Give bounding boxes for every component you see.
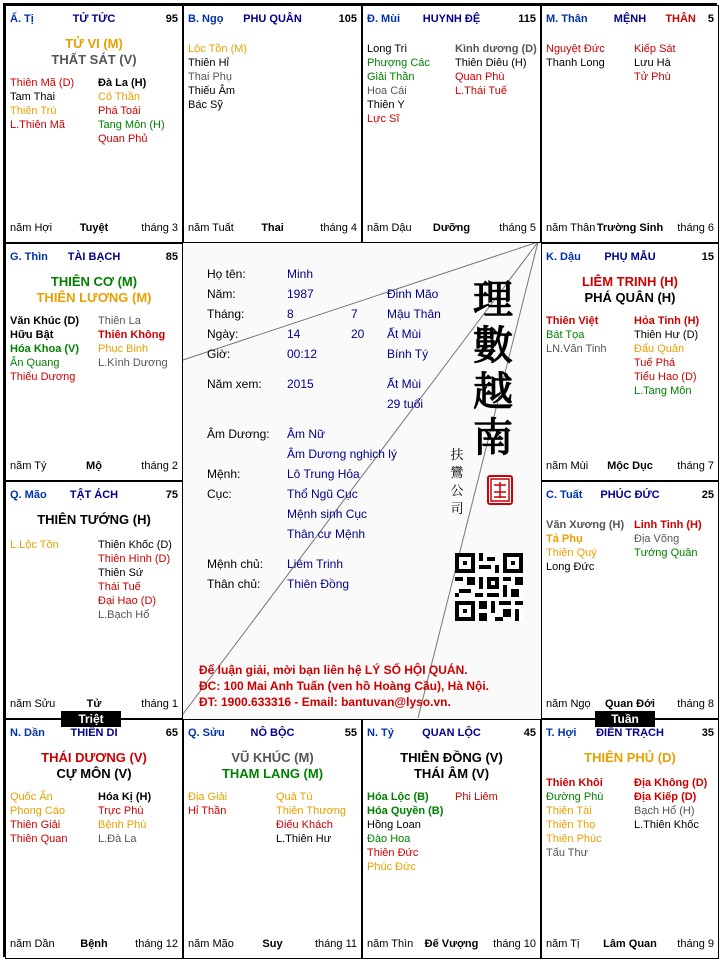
minor-stars-left bbox=[10, 790, 67, 846]
main-star: THIÊN TƯỚNG (H) bbox=[37, 512, 151, 527]
palace-footer bbox=[367, 222, 536, 236]
stamp-glyph-icon bbox=[489, 477, 511, 503]
minor-star: Hóa Kị (H) bbox=[98, 791, 152, 803]
palace-tuat bbox=[541, 481, 719, 719]
palace-month: tháng 6 bbox=[677, 222, 714, 234]
minor-stars-left bbox=[546, 42, 605, 70]
minor-stars-right bbox=[98, 790, 151, 846]
palace-name: TÀI BẠCH bbox=[67, 251, 121, 263]
palace-stage: Dưỡng bbox=[432, 222, 471, 234]
body-palace-tag: THÂN bbox=[665, 13, 696, 25]
minor-star: Phục Binh bbox=[98, 343, 149, 355]
main-star: PHÁ QUÂN (H) bbox=[584, 290, 676, 305]
main-stars bbox=[6, 512, 182, 528]
minor-stars-left bbox=[10, 538, 59, 552]
minor-star: Thiên Sứ bbox=[98, 567, 144, 579]
minor-star: Quan Phù bbox=[455, 71, 505, 83]
palace-age: 85 bbox=[165, 251, 178, 263]
hour-label: Giờ: bbox=[207, 347, 231, 361]
minor-star: L.Đà La bbox=[98, 833, 137, 845]
minor-star: Đại Hao (D) bbox=[98, 595, 157, 607]
small-seal-char-1: 扶 bbox=[450, 448, 464, 463]
hour-canchi: Bính Tý bbox=[387, 347, 429, 361]
palace-year: năm Thìn bbox=[367, 938, 414, 950]
palace-footer bbox=[188, 222, 357, 236]
main-stars bbox=[6, 274, 182, 306]
minor-star: Thiên Quý bbox=[546, 547, 597, 559]
palace-age: 15 bbox=[701, 251, 714, 263]
seal-char-3: 越 bbox=[473, 368, 513, 415]
minor-stars-right bbox=[276, 790, 346, 846]
palace-month: tháng 4 bbox=[320, 222, 357, 234]
minor-star: L.Tang Môn bbox=[634, 385, 692, 397]
palace-age: 65 bbox=[165, 727, 178, 739]
palace-header bbox=[367, 727, 536, 741]
amduong-note: Âm Dương nghịch lý bbox=[287, 447, 397, 461]
palace-thin bbox=[5, 243, 183, 481]
main-star: THIÊN CƠ (M) bbox=[50, 274, 138, 289]
minor-star: Hồng Loan bbox=[367, 819, 421, 831]
palace-month: tháng 11 bbox=[314, 938, 357, 950]
cuc-label: Cục: bbox=[207, 487, 232, 501]
contact-line-2: ĐC: 100 Mai Anh Tuấn (ven hồ Hoàng Cầu), Hà Nội. bbox=[199, 679, 490, 693]
minor-stars-left bbox=[546, 518, 624, 574]
minor-stars-left bbox=[10, 76, 74, 132]
palace-ti bbox=[5, 5, 183, 243]
minor-star: Văn Xương (H) bbox=[546, 519, 625, 531]
palace-month: tháng 3 bbox=[141, 222, 178, 234]
palace-branch: T. Hợi bbox=[546, 727, 577, 739]
minor-stars-left bbox=[367, 42, 430, 126]
palace-header bbox=[10, 251, 178, 265]
minor-stars-right bbox=[98, 314, 168, 370]
month-lunar: 7 bbox=[351, 307, 358, 321]
minor-star: Địa Võng bbox=[634, 533, 680, 545]
minor-star: Thiên Hỉ bbox=[188, 57, 229, 69]
minor-star: Phúc Đức bbox=[367, 861, 416, 873]
contact-line-1: Để luận giải, mời bạn liên hệ LÝ SỐ HỘI QUÁN. bbox=[199, 663, 468, 677]
minor-star: Lộc Tồn (M) bbox=[188, 43, 248, 55]
minor-star: L.Thiên Hư bbox=[276, 833, 332, 845]
seal-char-4: 南 bbox=[473, 414, 513, 461]
minor-stars-right bbox=[634, 42, 676, 84]
horoscope-chart bbox=[3, 3, 717, 957]
minor-star: Địa Giải bbox=[188, 791, 228, 803]
palace-header bbox=[546, 251, 714, 265]
minor-star: Thiên Phúc bbox=[546, 833, 602, 845]
triet-badge: Triệt bbox=[61, 711, 121, 727]
palace-year: năm Sửu bbox=[10, 698, 56, 710]
palace-footer bbox=[10, 460, 178, 474]
center-info bbox=[183, 243, 541, 719]
minor-star: Bệnh Phù bbox=[98, 819, 147, 831]
palace-header bbox=[188, 13, 357, 27]
minor-star: Lưu Hà bbox=[634, 57, 671, 69]
minor-star: Bạch Hổ (H) bbox=[634, 805, 695, 817]
palace-mui bbox=[362, 5, 541, 243]
month-label: Tháng: bbox=[207, 307, 245, 321]
palace-footer bbox=[10, 938, 178, 952]
minor-stars-right bbox=[634, 518, 702, 560]
palace-ngo bbox=[183, 5, 362, 243]
palace-year: năm Dần bbox=[10, 938, 55, 950]
palace-footer bbox=[10, 698, 178, 712]
year-canchi: Đinh Mão bbox=[387, 287, 439, 301]
minor-star: Nguyệt Đức bbox=[546, 43, 605, 55]
palace-stage: Tuyệt bbox=[79, 222, 109, 234]
month-solar: 8 bbox=[287, 307, 294, 321]
palace-stage: Trường Sinh bbox=[596, 222, 664, 234]
minor-star: Long Trì bbox=[367, 43, 408, 55]
minor-star: Linh Tinh (H) bbox=[634, 519, 702, 531]
palace-age: 75 bbox=[165, 489, 178, 501]
minor-star: Phi Liêm bbox=[455, 791, 498, 803]
palace-month: tháng 7 bbox=[677, 460, 714, 472]
minor-star: Hữu Bật bbox=[10, 329, 54, 341]
palace-stage: Đế Vượng bbox=[424, 938, 479, 950]
main-stars bbox=[6, 36, 182, 68]
minor-star: Phá Toái bbox=[98, 105, 141, 117]
palace-footer bbox=[10, 222, 178, 236]
palace-month: tháng 2 bbox=[141, 460, 178, 472]
palace-branch: B. Ngọ bbox=[188, 13, 224, 25]
palace-footer bbox=[367, 938, 536, 952]
palace-branch: Q. Mão bbox=[10, 489, 47, 501]
minor-star: Thiên Trù bbox=[10, 105, 57, 117]
minor-star: Thanh Long bbox=[546, 57, 605, 69]
minor-star: Tang Môn (H) bbox=[98, 119, 165, 131]
minor-star: Tam Thai bbox=[10, 91, 56, 103]
palace-header bbox=[546, 489, 714, 503]
minor-star: Văn Khúc (D) bbox=[10, 315, 80, 327]
qr-code-icon[interactable] bbox=[455, 553, 523, 621]
minor-star: Hóa Lộc (B) bbox=[367, 791, 429, 803]
minor-star: L.Kình Dương bbox=[98, 357, 168, 369]
main-stars bbox=[6, 750, 182, 782]
day-label: Ngày: bbox=[207, 327, 239, 341]
main-star: TỬ VI (M) bbox=[65, 36, 123, 51]
minor-star: Thiên Giải bbox=[10, 819, 61, 831]
palace-name: PHỤ MẪU bbox=[604, 251, 656, 263]
minor-star: Thiên Đức bbox=[367, 847, 419, 859]
name-label: Họ tên: bbox=[207, 267, 246, 281]
minor-star: Thiên Hư (D) bbox=[634, 329, 699, 341]
minor-star: L.Lộc Tồn bbox=[10, 539, 59, 551]
minor-star: Hóa Quyền (B) bbox=[367, 805, 444, 817]
day-lunar: 20 bbox=[351, 327, 365, 341]
minor-star: Quả Tú bbox=[276, 791, 313, 803]
minor-star: Cô Thần bbox=[98, 91, 140, 103]
minor-star: Thiên La bbox=[98, 315, 141, 327]
viewyear-age: 29 tuổi bbox=[387, 397, 424, 411]
minor-star: LN.Văn Tinh bbox=[546, 343, 607, 355]
minor-star: L.Bạch Hổ bbox=[98, 609, 150, 621]
palace-stage: Mộc Dục bbox=[607, 460, 653, 472]
hour-value: 00:12 bbox=[287, 347, 318, 361]
minor-star: Thiên Tài bbox=[546, 805, 592, 817]
minor-stars-right bbox=[634, 314, 699, 398]
minor-stars-left bbox=[188, 790, 227, 818]
minor-star: Thiên Hình (D) bbox=[98, 553, 171, 565]
minor-star: Hỏa Tinh (H) bbox=[634, 315, 700, 327]
main-stars bbox=[363, 750, 540, 782]
palace-month: tháng 12 bbox=[135, 938, 178, 950]
minor-star: Thiên Thọ bbox=[546, 819, 596, 831]
palace-year: năm Mão bbox=[188, 938, 234, 950]
palace-branch: G. Thìn bbox=[10, 251, 48, 263]
minor-star: Điếu Khách bbox=[276, 819, 333, 831]
minor-star: Ân Quang bbox=[10, 357, 60, 369]
viewyear-value: 2015 bbox=[287, 377, 314, 391]
palace-month: tháng 8 bbox=[677, 698, 714, 710]
palace-name: THIÊN DI bbox=[70, 727, 118, 739]
name-value: Minh bbox=[287, 267, 314, 281]
palace-stage: Mộ bbox=[86, 460, 102, 472]
tuan-badge: Tuần bbox=[595, 711, 655, 727]
palace-age: 5 bbox=[707, 13, 714, 25]
minor-star: L.Thiên Mã bbox=[10, 119, 66, 131]
menh-value: Lô Trung Hỏa bbox=[287, 467, 360, 481]
minor-star: Đà La (H) bbox=[98, 77, 147, 89]
palace-year: năm Hợi bbox=[10, 222, 53, 234]
main-star: THẤT SÁT (V) bbox=[51, 52, 137, 67]
palace-age: 105 bbox=[338, 13, 357, 25]
palace-branch: Ấ. Tị bbox=[10, 13, 34, 25]
palace-name: QUAN LỘC bbox=[422, 727, 481, 739]
menh-label: Mệnh: bbox=[207, 467, 241, 481]
minor-star: Địa Kiếp (D) bbox=[634, 791, 697, 803]
minor-star: Thai Phụ bbox=[188, 71, 233, 83]
minor-star: Tướng Quân bbox=[634, 547, 698, 559]
minor-star: Kiếp Sát bbox=[634, 43, 676, 55]
palace-branch: C. Tuất bbox=[546, 489, 583, 501]
palace-stage: Suy bbox=[262, 938, 283, 950]
day-canchi: Ất Mùi bbox=[387, 327, 422, 341]
palace-footer bbox=[546, 938, 714, 952]
palace-stage: Lâm Quan bbox=[603, 938, 657, 950]
palace-hoi bbox=[541, 719, 719, 959]
main-star: THIÊN PHỦ (D) bbox=[584, 750, 676, 765]
minor-star: Thiên Y bbox=[367, 99, 405, 111]
minor-star: Đường Phù bbox=[546, 791, 604, 803]
cuc-note-2: Thân cư Mệnh bbox=[287, 527, 366, 541]
month-canchi: Mậu Thân bbox=[387, 307, 441, 321]
minor-star: Bát Tọa bbox=[546, 329, 585, 341]
day-solar: 14 bbox=[287, 327, 301, 341]
palace-name: MỆNH bbox=[613, 13, 647, 25]
minor-star: Thiên Không bbox=[98, 329, 166, 341]
palace-age: 35 bbox=[701, 727, 714, 739]
palace-name: TỬ TỨC bbox=[72, 13, 116, 25]
minor-stars-right bbox=[455, 42, 537, 98]
main-stars bbox=[542, 274, 718, 306]
minor-star: Giải Thần bbox=[367, 71, 415, 83]
minor-star: Tiểu Hao (D) bbox=[634, 371, 697, 383]
minor-star: Tấu Thư bbox=[546, 847, 589, 859]
minor-star: Thiên Diêu (H) bbox=[455, 57, 527, 69]
main-stars bbox=[542, 750, 718, 766]
palace-stage: Thai bbox=[261, 222, 284, 234]
minor-star: Thái Tuế bbox=[98, 581, 141, 593]
palace-age: 55 bbox=[344, 727, 357, 739]
minor-star: Long Đức bbox=[546, 561, 595, 573]
palace-ty bbox=[362, 719, 541, 959]
palace-branch: N. Dần bbox=[10, 727, 45, 739]
palace-header bbox=[546, 13, 714, 27]
main-star: THIÊN LƯƠNG (M) bbox=[36, 290, 152, 305]
minor-star: Phượng Các bbox=[367, 57, 430, 69]
palace-age: 115 bbox=[518, 13, 536, 25]
palace-age: 95 bbox=[165, 13, 178, 25]
palace-footer bbox=[546, 460, 714, 474]
minor-star: Tử Phù bbox=[634, 71, 671, 83]
minor-star: Tả Phụ bbox=[546, 533, 583, 545]
palace-month: tháng 5 bbox=[499, 222, 536, 234]
palace-stage: Tử bbox=[86, 698, 102, 710]
year-value: 1987 bbox=[287, 287, 314, 301]
palace-year: năm Tý bbox=[10, 460, 47, 472]
minor-star: Thiên Quan bbox=[10, 833, 68, 845]
minor-star: Thiên Việt bbox=[546, 315, 599, 327]
palace-year: năm Tuất bbox=[188, 222, 234, 234]
palace-dau bbox=[541, 243, 719, 481]
palace-age: 45 bbox=[523, 727, 536, 739]
minor-stars-right bbox=[98, 538, 172, 622]
main-stars bbox=[184, 750, 361, 782]
minor-stars-left bbox=[546, 776, 603, 860]
palace-branch: Q. Sửu bbox=[188, 727, 225, 739]
main-star: THÁI ÂM (V) bbox=[413, 766, 490, 781]
palace-month: tháng 1 bbox=[141, 698, 178, 710]
palace-year: năm Ngọ bbox=[546, 698, 591, 710]
palace-header bbox=[188, 727, 357, 741]
palace-name: NÔ BỘC bbox=[250, 727, 295, 739]
minor-stars-right bbox=[455, 790, 498, 804]
palace-footer bbox=[188, 938, 357, 952]
main-star: THAM LANG (M) bbox=[221, 766, 324, 781]
minor-stars-left bbox=[188, 42, 247, 112]
palace-year: năm Thân bbox=[546, 222, 596, 234]
small-seal-char-3: 公 bbox=[450, 484, 464, 499]
main-star: THIÊN ĐỒNG (V) bbox=[400, 750, 503, 765]
minor-stars-left bbox=[367, 790, 443, 874]
minor-star: Thiên Khôi bbox=[546, 777, 603, 789]
amduong-label: Âm Dương: bbox=[207, 427, 270, 441]
minor-star: Kình dương (D) bbox=[455, 43, 537, 55]
palace-year: năm Tị bbox=[546, 938, 580, 950]
palace-branch: Đ. Mùi bbox=[367, 13, 400, 25]
minor-star: Thiên Thương bbox=[276, 805, 347, 817]
cuc-note-1: Mệnh sinh Cục bbox=[287, 507, 368, 521]
palace-year: năm Mùi bbox=[546, 460, 589, 472]
amduong-value: Âm Nữ bbox=[287, 427, 326, 441]
menhchu-label: Mệnh chủ: bbox=[207, 557, 264, 571]
palace-month: tháng 10 bbox=[493, 938, 536, 950]
minor-star: Địa Không (D) bbox=[634, 777, 708, 789]
minor-star: Tuế Phá bbox=[634, 357, 676, 369]
small-seal-char-4: 司 bbox=[450, 502, 464, 517]
minor-star: Thiên Mã (D) bbox=[10, 77, 75, 89]
minor-stars-left bbox=[546, 314, 607, 356]
minor-stars-right bbox=[634, 776, 707, 832]
palace-age: 25 bbox=[701, 489, 714, 501]
palace-branch: K. Dậu bbox=[546, 251, 581, 263]
contact-line-3: ĐT: 1900.633316 - Email: bantuvan@lyso.vn. bbox=[199, 695, 451, 709]
palace-header bbox=[10, 489, 178, 503]
palace-name: HUYNH ĐỆ bbox=[422, 13, 481, 25]
palace-header bbox=[10, 727, 178, 741]
palace-branch: N. Tý bbox=[367, 727, 394, 739]
minor-star: Đẩu Quân bbox=[634, 343, 685, 355]
main-star: CỰ MÔN (V) bbox=[56, 766, 132, 781]
main-star: VŨ KHÚC (M) bbox=[231, 750, 314, 765]
minor-star: Lực Sĩ bbox=[367, 113, 400, 125]
minor-star: Phong Cáo bbox=[10, 805, 66, 817]
palace-name: ĐIỀN TRẠCH bbox=[596, 727, 664, 739]
palace-header bbox=[367, 13, 536, 27]
palace-name: TẬT ÁCH bbox=[69, 489, 119, 501]
main-star: LIÊM TRINH (H) bbox=[581, 274, 679, 289]
thanchu-label: Thân chủ: bbox=[207, 577, 261, 591]
seal-char-1: 理 bbox=[473, 276, 513, 323]
minor-star: L.Thái Tuế bbox=[455, 85, 507, 97]
palace-name: PHU QUÂN bbox=[243, 13, 302, 25]
small-seal-text bbox=[449, 447, 465, 519]
palace-month: tháng 9 bbox=[677, 938, 714, 950]
minor-star: Quan Phủ bbox=[98, 133, 148, 145]
palace-year: năm Dậu bbox=[367, 222, 412, 234]
palace-mao bbox=[5, 481, 183, 719]
small-seal-char-2: 鸞 bbox=[450, 466, 464, 481]
viewyear-canchi: Ất Mùi bbox=[387, 377, 422, 391]
main-star: THÁI DƯƠNG (V) bbox=[41, 750, 147, 765]
minor-star: Bác Sỹ bbox=[188, 99, 223, 111]
minor-star: Hóa Khoa (V) bbox=[10, 343, 80, 355]
palace-footer bbox=[546, 698, 714, 712]
minor-star: L.Thiên Khốc bbox=[634, 819, 699, 831]
palace-suu bbox=[183, 719, 362, 959]
minor-star: Hoa Cái bbox=[367, 85, 407, 97]
thanchu-value: Thiên Đồng bbox=[287, 577, 350, 591]
palace-header bbox=[10, 13, 178, 27]
minor-star: Thiên Khốc (D) bbox=[98, 539, 172, 551]
minor-star: Thiếu Âm bbox=[188, 85, 236, 97]
year-label: Năm: bbox=[207, 287, 236, 301]
palace-name: PHÚC ĐỨC bbox=[600, 489, 660, 501]
minor-star: Thiếu Dương bbox=[10, 371, 76, 383]
menhchu-value: Liêm Trinh bbox=[287, 557, 344, 571]
palace-dan bbox=[5, 719, 183, 959]
minor-stars-right bbox=[98, 76, 165, 146]
minor-star: Trực Phù bbox=[98, 805, 144, 817]
red-stamp bbox=[487, 475, 513, 505]
palace-branch: M. Thân bbox=[546, 13, 588, 25]
palace-stage: Bệnh bbox=[80, 938, 108, 950]
palace-header bbox=[546, 727, 714, 741]
minor-star: Đào Hoa bbox=[367, 833, 411, 845]
calligraphy-seal bbox=[467, 277, 519, 461]
palace-than bbox=[541, 5, 719, 243]
palace-footer bbox=[546, 222, 714, 236]
palace-stage: Quan Đới bbox=[605, 698, 655, 710]
minor-stars-left bbox=[10, 314, 79, 384]
minor-star: Quốc Ấn bbox=[10, 791, 53, 803]
cuc-value: Thổ Ngũ Cục bbox=[287, 487, 358, 501]
viewyear-label: Năm xem: bbox=[207, 377, 262, 391]
minor-star: Hỉ Thần bbox=[188, 805, 227, 817]
seal-char-2: 數 bbox=[473, 322, 513, 369]
